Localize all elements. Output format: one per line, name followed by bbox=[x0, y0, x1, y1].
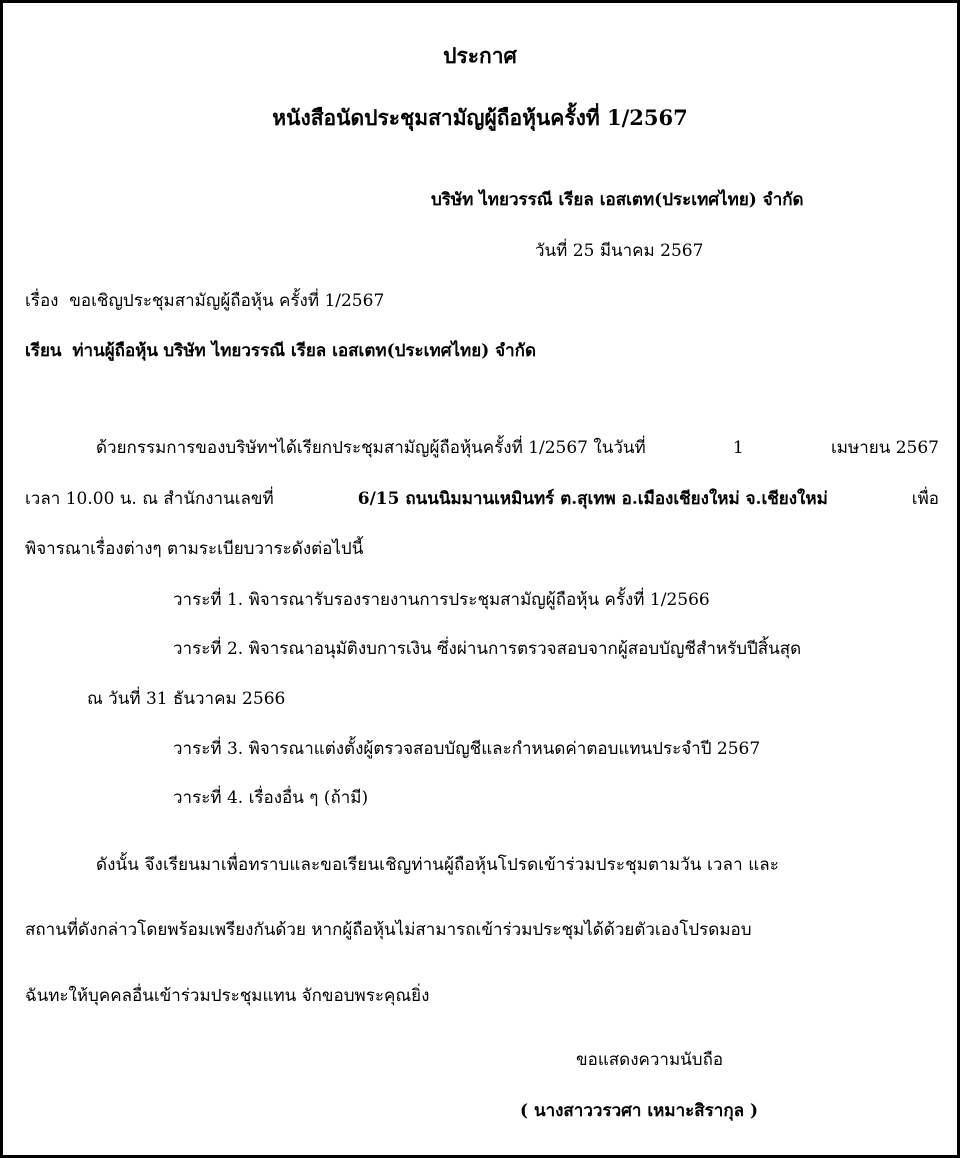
document-date: วันที่ 25 มีนาคม 2567 bbox=[535, 241, 704, 261]
agenda-item-2: วาระที่ 2. พิจารณาอนุมัติงบการเงิน ซึ่งผ่านการตรวจสอบจากผู้สอบบัญชีสำหรับปีสิ้นสุด bbox=[173, 639, 802, 659]
closing-line-2: สถานที่ดังกล่าวโดยพร้อมเพรียงกันด้วย หากผู้ถือหุ้นไม่สามารถเข้าร่วมประชุมได้ด้วยตัวเองโปรดมอบ bbox=[25, 920, 752, 940]
closing-line-1: ดังนั้น จึงเรียนมาเพื่อทราบและขอเรียนเชิญท่านผู้ถือหุ้นโปรดเข้าร่วมประชุมตามวัน เวลา และ bbox=[96, 855, 780, 875]
recipient-line bbox=[25, 341, 536, 361]
closing-line-3: ฉันทะให้บุคคลอื่นเข้าร่วมประชุมแทน จักขอบพระคุณยิ่ง bbox=[25, 986, 430, 1006]
intro-line-1-c: เมษายน 2567 bbox=[830, 438, 939, 458]
recipient-company: บริษัท ไทยวรรณี เรียล เอสเตท(ประเทศไทย) จำกัด bbox=[163, 341, 537, 361]
subject-line bbox=[25, 291, 384, 311]
signatory-name: ( นางสาววรวศา เหมาะสิรากุล ) bbox=[520, 1101, 758, 1121]
agenda-item-4: วาระที่ 4. เรื่องอื่น ๆ (ถ้ามี) bbox=[173, 788, 369, 808]
intro-line-2 bbox=[25, 489, 939, 509]
agenda-item-2-continued: ณ วันที่ 31 ธันวาคม 2566 bbox=[87, 689, 286, 709]
document-subtitle: หนังสือนัดประชุมสามัญผู้ถือหุ้นครั้งที่ 1/2567 bbox=[272, 105, 688, 130]
intro-line-3: พิจารณาเรื่องต่างๆ ตามระเบียบวาระดังต่อไปนี้ bbox=[25, 539, 364, 559]
recipient-text: ท่านผู้ถือหุ้น bbox=[72, 341, 159, 361]
meeting-address: 6/15 ถนนนิมมานเหมินทร์ ต.สุเทพ อ.เมืองเชียงใหม่ จ.เชียงใหม่ bbox=[357, 489, 828, 509]
intro-line-1-b: 1 bbox=[732, 438, 744, 458]
company-name: บริษัท ไทยวรรณี เรียล เอสเตท(ประเทศไทย) จำกัด bbox=[431, 190, 804, 210]
intro-line-1 bbox=[96, 438, 939, 458]
intro-line-1-a: ด้วยกรรมการของบริษัทฯได้เรียกประชุมสามัญผู้ถือหุ้นครั้งที่ 1/2567 ในวันที่ bbox=[96, 438, 646, 458]
agenda-item-3: วาระที่ 3. พิจารณาแต่งตั้งผู้ตรวจสอบบัญชีและกำหนดค่าตอบแทนประจำปี 2567 bbox=[173, 739, 761, 759]
recipient-label: เรียน bbox=[25, 341, 62, 361]
intro-line-2-a: เวลา 10.00 น. ณ สำนักงานเลขที่ bbox=[25, 489, 274, 509]
closing-regards: ขอแสดงความนับถือ bbox=[576, 1050, 724, 1070]
intro-line-2-c: เพื่อ bbox=[911, 489, 939, 509]
agenda-item-1: วาระที่ 1. พิจารณารับรองรายงานการประชุมสามัญผู้ถือหุ้น ครั้งที่ 1/2566 bbox=[173, 590, 710, 610]
subject-text: ขอเชิญประชุมสามัญผู้ถือหุ้น ครั้งที่ 1/2567 bbox=[69, 291, 385, 311]
document-title: ประกาศ bbox=[443, 43, 517, 68]
subject-label: เรื่อง bbox=[25, 291, 59, 311]
